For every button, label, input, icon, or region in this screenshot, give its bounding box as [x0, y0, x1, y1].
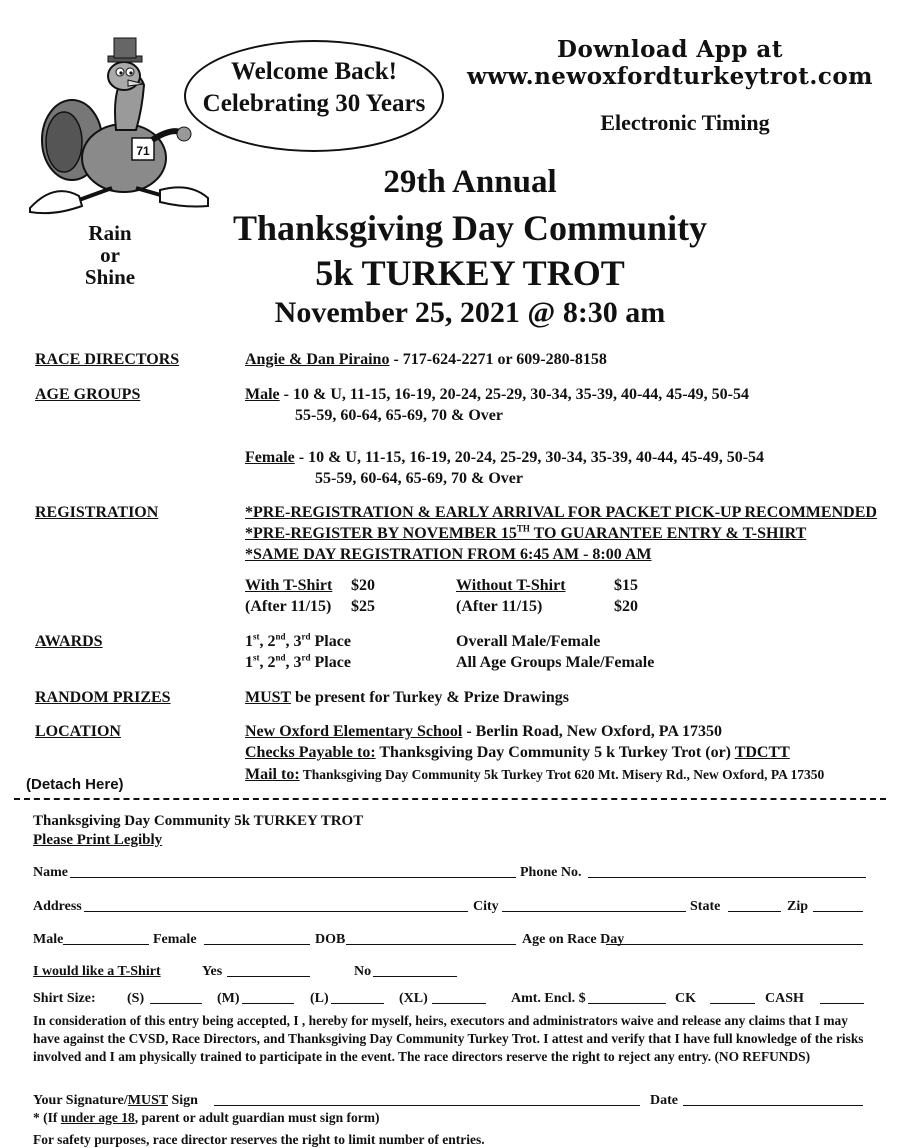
place-2-sup: nd — [275, 652, 286, 663]
location-address: - Berlin Road, New Oxford, PA 17350 — [462, 723, 722, 740]
age-label: Age on Race Day — [522, 932, 625, 947]
signature-must: MUST — [127, 1093, 168, 1108]
under-a: * (If — [33, 1110, 61, 1125]
no-field[interactable] — [373, 976, 457, 977]
mail-to — [245, 764, 824, 785]
electronic-timing: Electronic Timing — [600, 110, 770, 135]
directors-phones: - 717-624-2271 or 609-280-8158 — [389, 351, 607, 368]
print-legibly: Please Print Legibly — [33, 832, 163, 848]
signature-field[interactable] — [214, 1105, 640, 1106]
download-app — [460, 36, 880, 90]
place-3: , 3 — [285, 633, 302, 650]
award-overall: Overall Male/Female — [456, 633, 601, 650]
female-label: Female — [245, 449, 295, 466]
location-label: LOCATION — [35, 723, 121, 740]
registration-line2a: *PRE-REGISTER BY NOVEMBER 15 — [245, 525, 517, 542]
with-shirt-label: With T-Shirt — [245, 577, 333, 594]
random-text: be present for Turkey & Prize Drawings — [290, 689, 569, 706]
website-url: www.newoxfordturkeytrot.com — [466, 63, 874, 90]
mail-label: Mail to: — [245, 766, 300, 783]
city-label: City — [473, 899, 499, 914]
phone-field[interactable] — [588, 877, 866, 878]
location-school: New Oxford Elementary School — [245, 723, 463, 740]
amount-label: Amt. Encl. $ — [511, 991, 586, 1006]
yes-label: Yes — [202, 964, 223, 979]
signature-b: Sign — [167, 1093, 198, 1108]
rain-text: Rain — [88, 221, 132, 245]
under-18-note — [33, 1110, 380, 1126]
rain-or-shine — [70, 222, 150, 288]
cash-label: CASH — [765, 991, 804, 1006]
ck-field[interactable] — [710, 1003, 755, 1004]
welcome-oval-text — [184, 56, 444, 120]
female-field[interactable] — [204, 944, 310, 945]
award-places-1 — [245, 631, 351, 652]
state-field[interactable] — [728, 911, 781, 912]
male-label: Male — [245, 386, 280, 403]
size-m-label: (M) — [217, 991, 240, 1006]
without-shirt-after-price: $20 — [614, 598, 638, 615]
signature-label — [33, 1093, 198, 1109]
location-value — [245, 721, 722, 742]
checks-label: Checks Payable to: — [245, 744, 376, 761]
place-1: 1 — [245, 654, 253, 671]
name-field[interactable] — [70, 877, 516, 878]
male-field[interactable] — [63, 944, 149, 945]
registration-sup: TH — [516, 523, 530, 534]
place-1: 1 — [245, 633, 253, 650]
zip-field[interactable] — [813, 911, 863, 912]
award-places-2 — [245, 652, 351, 673]
dob-field[interactable] — [346, 944, 516, 945]
race-directors-label: RACE DIRECTORS — [35, 351, 180, 368]
male-groups-line1: - 10 & U, 11-15, 16-19, 20-24, 25-29, 30-34, 35-39, 40-44, 45-49, 50-54 — [279, 386, 749, 403]
no-label: No — [354, 964, 372, 979]
mail-text: Thanksgiving Day Community 5k Turkey Trot 620 Mt. Misery Rd., New Oxford, PA 17350 — [299, 767, 825, 782]
cash-field[interactable] — [820, 1003, 864, 1004]
place-3-sup: rd — [301, 631, 311, 642]
checks-abbr: TDCTT — [734, 744, 790, 761]
place-2: , 2 — [259, 633, 276, 650]
address-label: Address — [33, 899, 82, 914]
male-groups — [245, 384, 749, 405]
form-title: Thanksgiving Day Community 5k TURKEY TROT — [33, 813, 364, 829]
female-groups — [245, 447, 764, 468]
male-groups-line2: 55-59, 60-64, 65-69, 70 & Over — [295, 407, 503, 424]
event-title: Thanksgiving Day Community — [232, 208, 708, 248]
with-shirt-after-price: $25 — [351, 598, 375, 615]
place-2-sup: nd — [275, 631, 286, 642]
place-3-sup: rd — [301, 652, 311, 663]
size-xl-field[interactable] — [432, 1003, 486, 1004]
tshirt-label: I would like a T-Shirt — [33, 964, 161, 979]
race-date: November 25, 2021 @ 8:30 am — [274, 296, 666, 329]
male-label: Male — [33, 932, 64, 947]
awards-label: AWARDS — [35, 633, 103, 650]
welcome-back: Welcome Back! — [231, 58, 397, 85]
directors-names: Angie & Dan Piraino — [245, 351, 390, 368]
yes-field[interactable] — [227, 976, 310, 977]
registration-line1: *PRE-REGISTRATION & EARLY ARRIVAL FOR PACKET PICK-UP RECOMMENDED — [245, 504, 877, 521]
city-field[interactable] — [502, 911, 686, 912]
shirt-size-label: Shirt Size: — [33, 991, 96, 1006]
state-label: State — [690, 899, 721, 914]
signature-a: Your Signature/ — [33, 1093, 128, 1108]
age-groups-label: AGE GROUPS — [35, 386, 141, 403]
without-shirt-label: Without T-Shirt — [456, 577, 566, 594]
registration-line2b: TO GUARANTEE ENTRY & T-SHIRT — [529, 525, 807, 542]
size-xl-label: (XL) — [399, 991, 428, 1006]
registration-label: REGISTRATION — [35, 504, 159, 521]
size-s-label: (S) — [127, 991, 145, 1006]
female-groups-line1: - 10 & U, 11-15, 16-19, 20-24, 25-29, 30-34, 35-39, 40-44, 45-49, 50-54 — [294, 449, 765, 466]
amount-field[interactable] — [588, 1003, 666, 1004]
address-field[interactable] — [84, 911, 468, 912]
random-must: MUST — [245, 689, 291, 706]
checks-payable — [245, 742, 790, 763]
bib-number: 71 — [136, 144, 150, 158]
or-text: or — [100, 243, 120, 267]
place-3: , 3 — [285, 654, 302, 671]
name-label: Name — [33, 865, 68, 880]
place-1-sup: st — [253, 652, 260, 663]
award-age-groups: All Age Groups Male/Female — [456, 654, 655, 671]
waiver-text: In consideration of this entry being accepted, I , hereby for myself, heirs, executors and administrators waive and release any claims that I may have against the CVSD, Race Directors, and Thanksgiving Day Community Turkey Trot. I attest and verify that I have full knowledge of the risks involved and I am physically trained to participate in the event. The race directors reserve the right to reject any entry. (NO REFUNDS) — [33, 1013, 864, 1064]
without-shirt-price: $15 — [614, 577, 638, 594]
size-s-field[interactable] — [150, 1003, 202, 1004]
size-l-label: (L) — [310, 991, 329, 1006]
without-shirt-after: (After 11/15) — [456, 598, 543, 615]
detach-here: (Detach Here) — [26, 776, 124, 793]
phone-label: Phone No. — [520, 865, 582, 880]
under-b: , parent or adult guardian must sign form) — [134, 1110, 380, 1125]
download-label: Download App at — [557, 36, 783, 63]
detach-dashed-line — [14, 798, 886, 800]
date-field[interactable] — [683, 1105, 863, 1106]
with-shirt-price: $20 — [351, 577, 375, 594]
celebrating-years: Celebrating 30 Years — [202, 90, 426, 117]
safety-note: For safety purposes, race director reserves the right to limit number of entries. — [33, 1132, 485, 1147]
registration-line2 — [245, 523, 806, 544]
under-age: under age 18 — [60, 1110, 135, 1125]
place-suffix: Place — [310, 654, 351, 671]
age-field[interactable] — [606, 944, 863, 945]
annual-title: 29th Annual — [383, 164, 557, 200]
female-label: Female — [153, 932, 197, 947]
random-prizes-value — [245, 687, 569, 708]
race-directors-value — [245, 349, 607, 370]
size-l-field[interactable] — [331, 1003, 384, 1004]
registration-line3: *SAME DAY REGISTRATION FROM 6:45 AM - 8:00 AM — [245, 546, 652, 563]
zip-label: Zip — [787, 899, 809, 914]
place-suffix: Place — [310, 633, 351, 650]
date-label: Date — [650, 1093, 678, 1108]
size-m-field[interactable] — [242, 1003, 294, 1004]
place-1-sup: st — [253, 631, 260, 642]
checks-text: Thanksgiving Day Community 5 k Turkey Trot (or) — [375, 744, 735, 761]
place-2: , 2 — [259, 654, 276, 671]
ck-label: CK — [675, 991, 696, 1006]
shine-text: Shine — [84, 265, 136, 289]
race-title: 5k TURKEY TROT — [315, 253, 625, 293]
female-groups-line2: 55-59, 60-64, 65-69, 70 & Over — [315, 470, 523, 487]
with-shirt-after: (After 11/15) — [245, 598, 332, 615]
random-prizes-label: RANDOM PRIZES — [35, 689, 171, 706]
dob-label: DOB — [315, 932, 346, 947]
